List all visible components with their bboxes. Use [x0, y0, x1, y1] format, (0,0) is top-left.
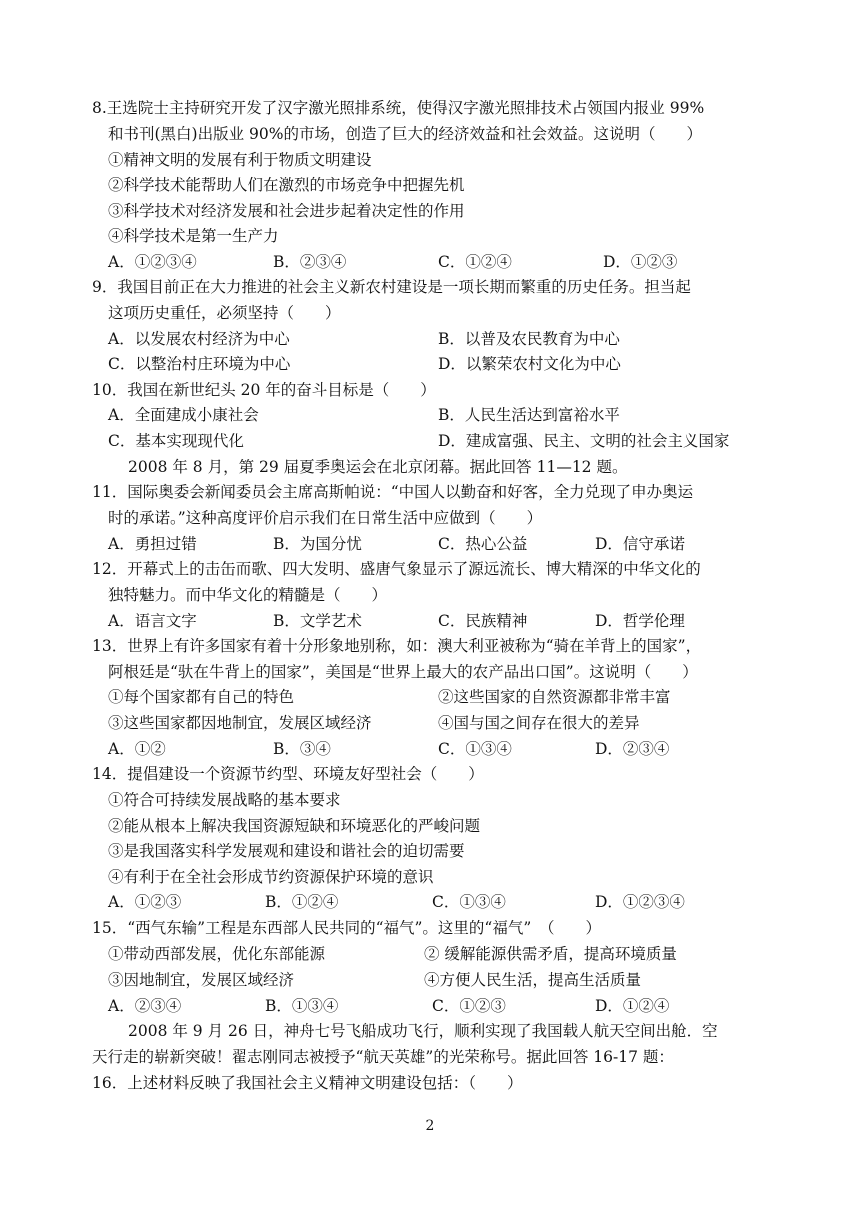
q12-option-a: A．语言文字 [108, 612, 197, 630]
q12-option-b: B．文学艺术 [273, 612, 362, 630]
q8-statement-3: ③科学技术对经济发展和社会进步起着决定性的作用 [108, 202, 465, 220]
q14-statement-4: ④有利于在全社会形成节约资源保护环境的意识 [108, 868, 434, 886]
q10-option-d: D．建成富强、民主、文明的社会主义国家 [438, 432, 730, 450]
q15-option-c: C．①②③ [432, 997, 506, 1015]
q11-option-d: D．信守承诺 [595, 535, 685, 553]
q9-option-c: C．以整治村庄环境为中心 [108, 355, 291, 373]
q13-option-d: D．②③④ [595, 740, 670, 758]
q8-option-c: C．①②④ [438, 253, 512, 271]
q15-option-d: D．①②④ [595, 997, 670, 1015]
q9-option-a: A．以发展农村经济为中心 [108, 330, 290, 348]
q8-statement-4: ④科学技术是第一生产力 [108, 227, 279, 245]
q13-statement-2: ②这些国家的自然资源都非常丰富 [438, 688, 671, 706]
q13-option-c: C．①③④ [438, 740, 512, 758]
q10-stem: 10．我国在新世纪头 20 年的奋斗目标是（ ） [92, 381, 436, 399]
q12-stem-line2: 独特魅力。而中华文化的精髓是（ ） [108, 586, 388, 604]
q10-option-b: B．人民生活达到富裕水平 [438, 406, 620, 424]
q8-stem-line1: 8.王选院士主持研究开发了汉字激光照排系统，使得汉字激光照排技术占领国内报业 99% [92, 99, 705, 117]
q12-option-c: C．民族精神 [438, 612, 528, 630]
q8-stem-line2: 和书刊(黑白)出版业 90%的市场，创造了巨大的经济效益和社会效益。这说明（ ） [108, 125, 702, 143]
q15-statement-1: ①带动西部发展，优化东部能源 [108, 945, 326, 963]
q13-stem-line1: 13．世界上有许多国家有着十分形象地别称，如：澳大利亚被称为“骑在羊背上的国家”， [92, 637, 702, 655]
q14-option-a: A．①②③ [108, 893, 182, 911]
q11-stem-line2: 时的承诺。”这种高度评价启示我们在日常生活中应做到（ ） [108, 509, 543, 527]
q15-statement-4: ④方便人民生活，提高生活质量 [424, 971, 642, 989]
q16-stem: 16．上述材料反映了我国社会主义精神文明建设包括：（ ） [92, 1074, 523, 1092]
q15-statement-3: ③因地制宜，发展区域经济 [108, 971, 295, 989]
q15-statement-2: ② 缓解能源供需矛盾，提高环境质量 [424, 945, 677, 963]
q11-option-b: B．为国分忧 [273, 535, 362, 553]
material-intro-16-17-line2: 天行走的崭新突破！翟志刚同志被授予“航天英雄”的光荣称号。据此回答 16-17 题： [92, 1048, 674, 1066]
q8-statement-2: ②科学技术能帮助人们在激烈的市场竞争中把握先机 [108, 176, 465, 194]
q13-statement-3: ③这些国家都因地制宜，发展区域经济 [108, 714, 372, 732]
q14-statement-2: ②能从根本上解决我国资源短缺和环境恶化的严峻问题 [108, 817, 481, 835]
q14-option-d: D．①②③④ [595, 893, 685, 911]
q11-option-a: A．勇担过错 [108, 535, 197, 553]
q12-stem-line1: 12．开幕式上的击缶而歌、四大发明、盛唐气象显示了源远流长、博大精深的中华文化的 [92, 560, 701, 578]
material-intro-11-12: 2008 年 8 月，第 29 届夏季奥运会在北京闭幕。据此回答 11—12 题。 [128, 458, 628, 476]
q13-statement-4: ④国与国之间存在很大的差异 [438, 714, 640, 732]
q15-option-a: A．②③④ [108, 997, 182, 1015]
q15-stem: 15．“西气东输”工程是东西部人民共同的“福气”。这里的“福气” （ ） [92, 919, 602, 937]
q14-option-c: C．①③④ [432, 893, 506, 911]
q13-option-a: A．①② [108, 740, 166, 758]
q9-stem-line1: 9．我国目前正在大力推进的社会主义新农村建设是一项长期而繁重的历史任务。担当起 [92, 278, 691, 296]
q14-option-b: B．①②④ [265, 893, 339, 911]
q9-option-b: B．以普及农民教育为中心 [438, 330, 620, 348]
material-intro-16-17-line1: 2008 年 9 月 26 日，神舟七号飞船成功飞行，顺利实现了我国载人航天空间出舱．空 [128, 1022, 718, 1040]
q14-stem: 14．提倡建设一个资源节约型、环境友好型社会（ ） [92, 765, 484, 783]
q12-option-d: D．哲学伦理 [595, 612, 685, 630]
q15-option-b: B．①③④ [265, 997, 339, 1015]
q13-option-b: B．③④ [273, 740, 331, 758]
q14-statement-1: ①符合可持续发展战略的基本要求 [108, 791, 341, 809]
q11-option-c: C．热心公益 [438, 535, 528, 553]
q8-option-b: B．②③④ [273, 253, 347, 271]
q8-option-d: D．①②③ [603, 253, 678, 271]
q14-statement-3: ③是我国落实科学发展观和建设和谐社会的迫切需要 [108, 842, 465, 860]
q9-stem-line2: 这项历史重任，必须坚持（ ） [108, 304, 341, 322]
q8-option-a: A．①②③④ [108, 253, 197, 271]
q11-stem-line1: 11．国际奥委会新闻委员会主席高斯帕说：“中国人以勤奋和好客，全力兑现了申办奥运 [92, 483, 694, 501]
q13-stem-line2: 阿根廷是“驮在牛背上的国家”，美国是“世界上最大的农产品出口国”。这说明（ ） [108, 663, 698, 681]
q13-statement-1: ①每个国家都有自己的特色 [108, 688, 295, 706]
q9-option-d: D．以繁荣农村文化为中心 [438, 355, 621, 373]
q10-option-a: A．全面建成小康社会 [108, 406, 259, 424]
q8-statement-1: ①精神文明的发展有利于物质文明建设 [108, 151, 372, 169]
page-number: 2 [425, 1118, 435, 1134]
q10-option-c: C．基本实现现代化 [108, 432, 244, 450]
